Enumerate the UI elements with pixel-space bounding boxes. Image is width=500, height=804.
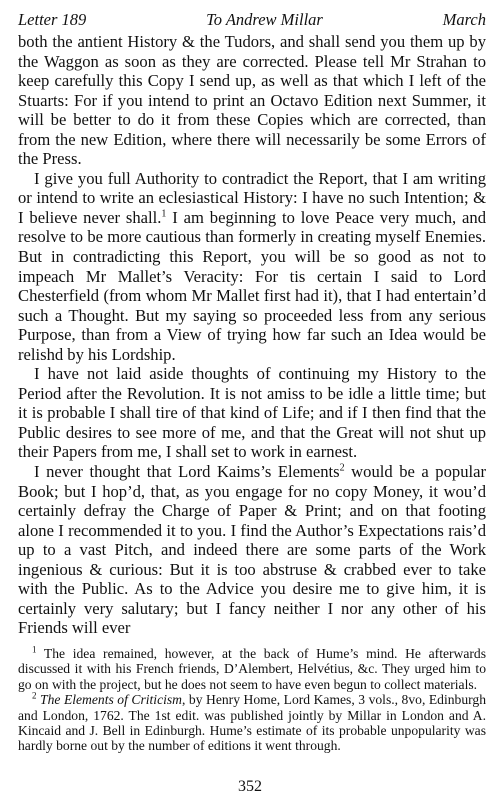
running-head: [18, 10, 486, 30]
footnote-2-book-title: The Elements of Criticism: [40, 692, 182, 708]
footnote-1-mark: 1: [32, 644, 37, 655]
paragraph-2: [18, 169, 486, 364]
footnote-2-text: , by Henry Home, Lord Kames, 3 vols., 8vo, Edinburgh and London, 1762. The 1st edit. was published jointly by Millar in London and A. Kincaid and J. Bell in Edinburgh. Hume’s estimate of its probable unpopularity was hardly borne out by the number of editions it went through.: [18, 692, 487, 754]
footnote-1: [18, 646, 486, 692]
page-number: 352: [238, 778, 262, 795]
running-head-recipient: To Andrew Millar: [206, 10, 323, 29]
running-head-letter-number: Letter 189: [18, 10, 87, 29]
footnote-2: [18, 692, 486, 754]
letter-body: [18, 32, 486, 638]
paragraph-1: both the antient History & the Tudors, and shall send you them up by the Waggon as soon as they are corrected. Please tell Mr Strahan to keep carefully this Copy I send up, as well as that which I left of the Stuarts: For if you intend to print an Octavo Edition next Summer, it will be better to do it from these Copies which are corrected, than from the new Edition, where there will necessarily be some Errors of the Press.: [18, 32, 486, 169]
paragraph-4-part-a: I never thought that Lord Kaims’s Elements: [34, 462, 340, 482]
footnotes: [18, 646, 486, 754]
footnote-reference-1[interactable]: 1: [161, 208, 167, 220]
paragraph-2-part-a: I give you full Authority to contradict the Report, that I am writing or intend to write an eclesiastical History: I have no such Intention; & I believe never shall.: [18, 168, 486, 227]
paragraph-3: I have not laid aside thoughts of continuing my History to the Period after the Revolution. It is not amiss to be idle a little time; but it is probable I shall tire of that kind of Life; and if I then find that the Public desires to see more of me, and that the Great will not shut up their Papers from me, I shall set to work in earnest.: [18, 364, 486, 462]
footnote-reference-2[interactable]: 2: [339, 462, 345, 474]
footnote-2-mark: 2: [32, 690, 37, 701]
paragraph-2-part-b: I am beginning to love Peace very much, and resolve to be more cautious than formerly in creating myself Enemies. But in contradicting this Report, you will be so good as not to impeach Mr Mallet’s Veracity: For tis certain I said to Lord Chesterfield (from whom Mr Mallet first had it), that I had entertain’d such a Thought. But my saying so proceeded less from any serious Purpose, than from a View of trying how far such an Idea would be relishd by his Lordship.: [18, 207, 486, 364]
running-head-month: March: [442, 10, 486, 29]
paragraph-4-part-b: would be a popular Book; but I hop’d, that, as you engage for no copy Money, it wou’d certainly defray the Charge of Paper & Print; and on that footing alone I recommended it to you. I find the Author’s Expectations rais’d up to a vast Pitch, and indeed there are some parts of the Work ingenious & curious: But it is too abstruse & crabbed ever to take with the Public. As to the Advice you desire me to give him, it is certainly very salutary; but I fancy neither I nor any other of his Friends will ever: [18, 462, 487, 638]
footnote-1-text: The idea remained, however, at the back of Hume’s mind. He afterwards discussed it with his French friends, D’Alembert, Helvétius, &c. They urged him to go on with the project, but he does not seem to have even begun to collect materials.: [18, 645, 486, 692]
paragraph-4: [18, 462, 486, 638]
